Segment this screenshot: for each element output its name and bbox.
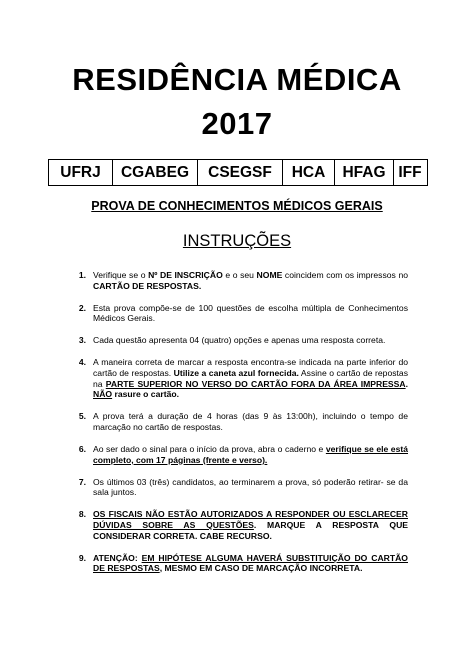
instruction-text: e o seu <box>222 270 257 280</box>
instruction-text: Os últimos 03 (três) candidatos, ao terminarem a prova, só poderão retirar- se da sala juntos. <box>93 476 408 498</box>
exam-subtitle: PROVA DE CONHECIMENTOS MÉDICOS GERAIS <box>91 199 383 213</box>
institution-cell: IFF <box>398 163 422 181</box>
instruction-text: NOME <box>256 270 283 280</box>
instruction-item <box>72 553 408 574</box>
instruction-item <box>72 477 408 498</box>
instruction-number: 7. <box>78 476 86 487</box>
instruction-number: 9. <box>78 552 86 563</box>
instruction-text: Nº DE INSCRIÇÃO <box>148 270 223 280</box>
instruction-text: , MESMO EM CASO DE MARCAÇÃO INCORRETA. <box>159 563 363 574</box>
title-residencia-medica: RESIDÊNCIA MÉDICA <box>72 62 402 97</box>
instruction-number: 3. <box>78 335 86 346</box>
instruction-item <box>72 335 408 346</box>
instruction-number: 8. <box>78 509 86 520</box>
instruction-text: PARTE SUPERIOR NO VERSO DO CARTÃO FORA DA ÁREA IMPRESSA <box>105 378 406 389</box>
instructions-title: INSTRUÇÕES <box>182 232 292 250</box>
instruction-text: . <box>405 378 408 389</box>
institution-cell: HCA <box>283 160 335 185</box>
instruction-text: Utilize a caneta azul fornecida. <box>173 368 299 379</box>
instruction-text: coincidem com os impressos no <box>282 270 408 280</box>
institution-cell: CSEGSF <box>198 160 283 185</box>
instruction-text: Esta prova compõe-se de 100 questões de escolha múltipla de Conhecimentos Médicos Gerais. <box>93 302 408 324</box>
instruction-text: OS FISCAIS NÃO ESTÃO AUTORIZADOS A RESPONDER OU ESCLARECER DÚVIDAS SOBRE AS QUESTÕES <box>93 509 408 530</box>
title-year: 2017 <box>201 106 273 141</box>
instruction-item <box>72 303 408 324</box>
instruction-text: CARTÃO DE RESPOSTAS. <box>93 280 202 291</box>
instruction-text: NÃO <box>93 389 113 400</box>
instruction-number: 2. <box>78 302 86 313</box>
instruction-text: verifique se ele está completo, com 17 páginas (frente e verso). <box>93 444 408 465</box>
institution-cell: UFRJ <box>49 160 113 185</box>
instruction-text: Verifique se o <box>93 270 149 280</box>
instruction-text: Assine o cartão de repostas na <box>93 368 408 389</box>
instruction-number: 5. <box>78 411 86 422</box>
instruction-item <box>72 357 408 399</box>
institution-cell: HFAG <box>335 160 394 185</box>
instructions-list <box>72 270 408 585</box>
instruction-item <box>72 509 408 541</box>
instruction-text: ATENÇÃO: <box>93 552 142 563</box>
instruction-text: Ao ser dado o sinal para o início da prova, abra o caderno e <box>93 444 326 455</box>
instruction-text: EM HIPÓTESE ALGUMA HAVERÁ SUBSTITUIÇÃO DO CARTÃO DE RESPOSTAS <box>93 552 408 574</box>
instruction-number: 4. <box>78 357 86 368</box>
institution-cell: CGABEG <box>113 160 198 185</box>
institutions-table <box>48 159 428 186</box>
instruction-text: rasure o cartão. <box>112 389 179 400</box>
instruction-number: 1. <box>78 270 86 280</box>
instruction-text: A maneira correta de marcar a resposta encontra-se indicada na parte inferior do cartão de respostas. <box>93 357 408 379</box>
instruction-text: Cada questão apresenta 04 (quatro) opções e apenas uma resposta correta. <box>93 335 386 346</box>
instruction-text: A prova terá a duração de 4 horas (das 9 às 13:00h), incluindo o tempo de marcação no cartão de respostas. <box>93 411 408 432</box>
instruction-item <box>72 270 408 291</box>
instruction-item <box>72 444 408 465</box>
instruction-number: 6. <box>78 444 86 455</box>
instruction-item <box>72 411 408 432</box>
instruction-text: . MARQUE A RESPOSTA QUE CONSIDERAR CORRETA. CABE RECURSO. <box>93 520 409 541</box>
